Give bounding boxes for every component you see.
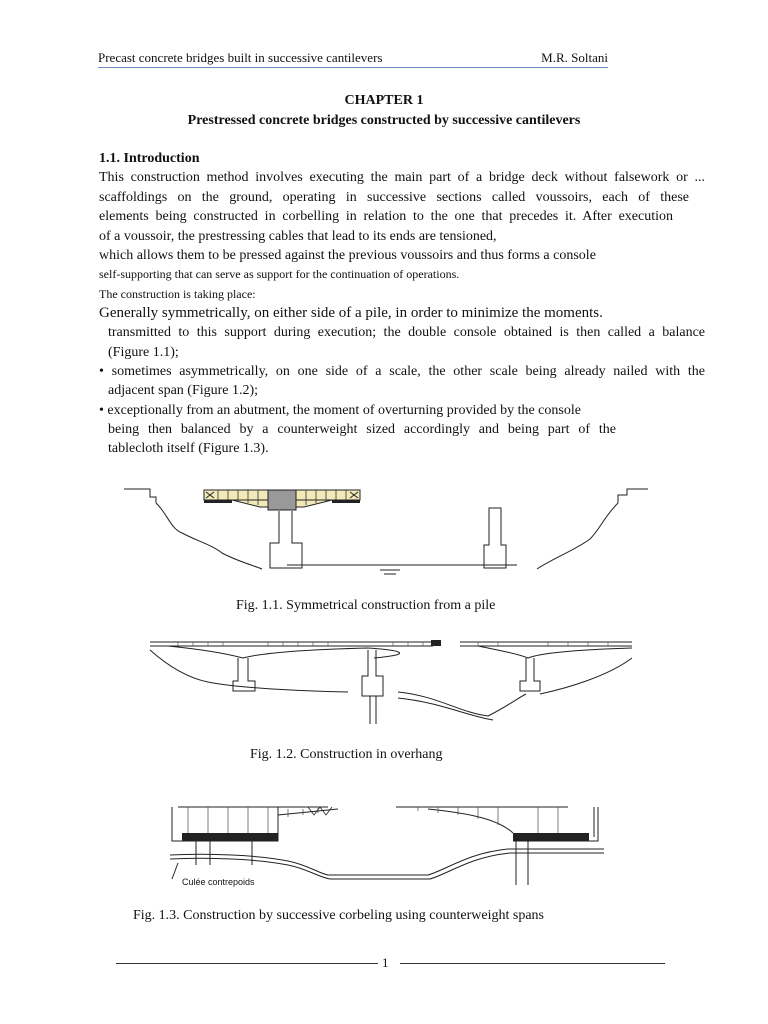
figure-1-1-caption: Fig. 1.1. Symmetrical construction from a pile (236, 598, 496, 613)
header-rule (98, 67, 608, 68)
list-line: (Figure 1.1); (108, 345, 179, 360)
header-author: M.R. Soltani (541, 50, 608, 65)
list-line: being then balanced by a counterweight sized accordingly and being part of the (108, 422, 616, 437)
section-title: 1.1. Introduction (99, 151, 200, 166)
list-line: • exceptionally from an abutment, the moment of overturning provided by the console (99, 403, 581, 418)
footer-rule-right (400, 963, 665, 964)
list-line: tablecloth itself (Figure 1.3). (108, 441, 269, 456)
list-line: Generally symmetrically, on either side of a pile, in order to minimize the moments. (99, 305, 603, 321)
list-line: adjacent span (Figure 1.2); (108, 383, 259, 398)
chapter-title: Prestressed concrete bridges constructed by successive cantilevers (187, 113, 581, 128)
intro-line: of a voussoir, the prestressing cables that lead to its ends are tensioned, (99, 229, 497, 244)
figure-1-3-label: Culée contrepoids (182, 877, 255, 887)
intro-line: scaffoldings on the ground, operating in successive sections called voussoirs, each of these (99, 190, 689, 205)
figure-1-2-drawing (148, 636, 632, 728)
intro-line: elements being constructed in corbelling in relation to the one that precedes it. After execution (99, 209, 673, 224)
running-header (98, 50, 608, 66)
intro-line: self-supporting that can serve as support for the continuation of operations. (99, 267, 460, 281)
figure-1-2-caption: Fig. 1.2. Construction in overhang (250, 747, 443, 762)
intro-line: This construction method involves executing the main part of a bridge deck without falsework or ... (99, 170, 705, 185)
intro-line: which allows them to be pressed against the previous voussoirs and thus forms a console (99, 248, 596, 263)
figure-1-1-drawing (122, 483, 652, 578)
footer-rule-left (116, 963, 378, 964)
figure-1-3-drawing (168, 803, 608, 891)
chapter-number: CHAPTER 1 (344, 93, 424, 108)
page-number: 1 (382, 955, 389, 970)
list-line: transmitted to this support during execution; the double console obtained is then called a balance (108, 325, 705, 340)
header-title: Precast concrete bridges built in successive cantilevers (98, 50, 383, 65)
intro-line: The construction is taking place: (99, 287, 256, 301)
list-line: • sometimes asymmetrically, on one side of a scale, the other scale being already nailed with the (99, 364, 705, 379)
figure-1-3-caption: Fig. 1.3. Construction by successive corbeling using counterweight spans (133, 908, 544, 923)
